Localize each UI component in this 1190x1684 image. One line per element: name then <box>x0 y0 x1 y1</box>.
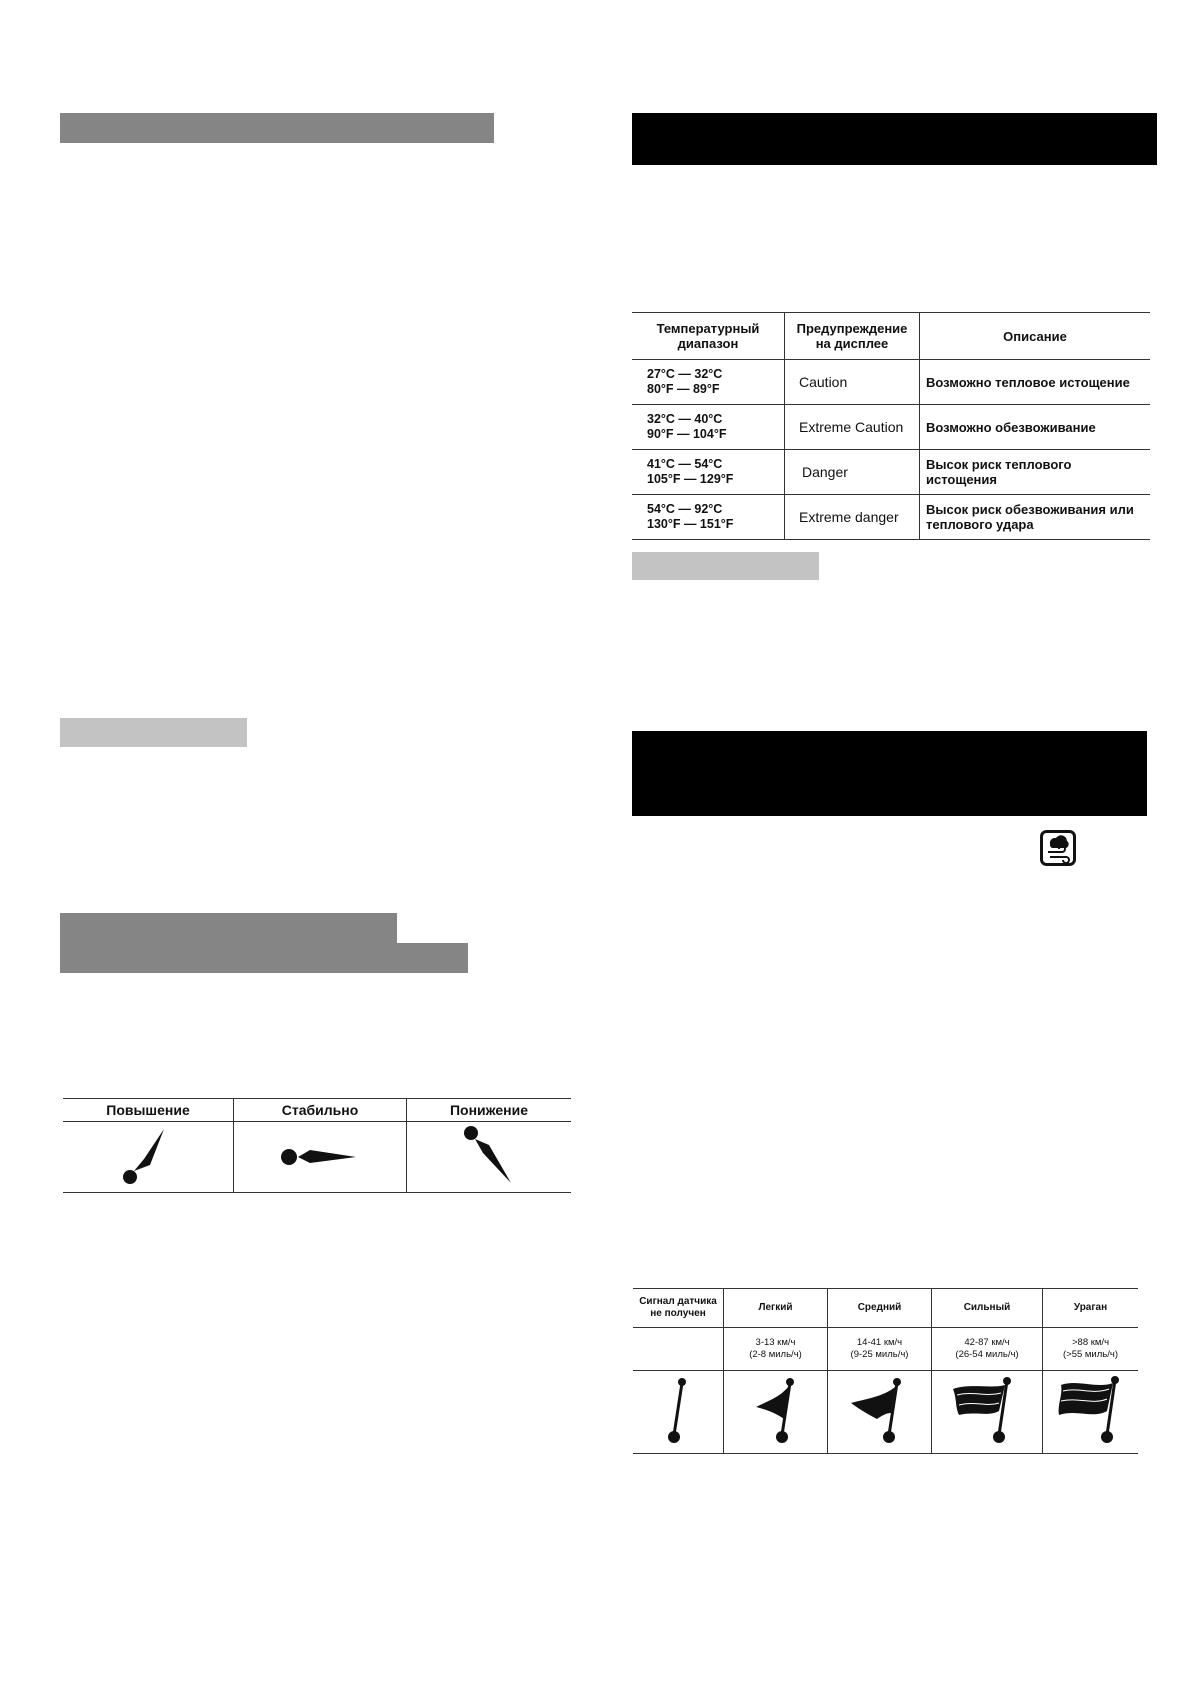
table-row <box>633 1328 1138 1371</box>
section-heading-black-bar <box>632 113 1157 165</box>
range-celsius: 54°C — 92°C <box>647 502 723 516</box>
range-celsius: 27°C — 32°C <box>647 367 723 381</box>
windsock-light-icon <box>746 1375 806 1445</box>
range-fahrenheit: 130°F — 151°F <box>647 517 734 531</box>
windsock-no-signal-icon <box>658 1375 698 1445</box>
table-row <box>632 360 1150 405</box>
windsock-cell <box>724 1371 828 1454</box>
wind-header-no-signal: Сигнал датчика не получен <box>633 1289 724 1328</box>
column-header: Описание <box>920 313 1151 360</box>
range-fahrenheit: 90°F — 104°F <box>647 427 727 441</box>
warning-description: Возможно обезвоживание <box>920 405 1151 450</box>
display-warning: Extreme Caution <box>785 405 920 450</box>
trend-cell <box>63 1122 234 1193</box>
wind-speed-cell <box>1043 1328 1139 1371</box>
speed-kmh: 42-87 км/ч <box>964 1337 1010 1348</box>
table-header-row <box>632 313 1150 360</box>
trend-falling-icon <box>459 1123 519 1187</box>
wind-speed-cell <box>724 1328 828 1371</box>
windsock-cell <box>828 1371 932 1454</box>
range-celsius: 41°C — 54°C <box>647 457 723 471</box>
wind-header-storm: Ураган <box>1043 1289 1139 1328</box>
temperature-range-cell <box>632 360 785 405</box>
windsock-strong-icon <box>947 1375 1027 1445</box>
display-warning: Extreme danger <box>785 495 920 540</box>
windsock-storm-icon <box>1051 1375 1131 1445</box>
subsection-heading-bar-right <box>632 552 819 580</box>
trend-cell <box>234 1122 407 1193</box>
trend-steady-icon <box>280 1135 360 1175</box>
wind-speed-cell <box>828 1328 932 1371</box>
trend-header-rising: Повышение <box>63 1099 234 1122</box>
trend-cell <box>407 1122 572 1193</box>
wind-speed-cell <box>633 1328 724 1371</box>
speed-kmh: 14-41 км/ч <box>856 1337 903 1348</box>
windsock-moderate-icon <box>845 1375 915 1445</box>
section-heading-bar-line1 <box>60 913 397 943</box>
table-row <box>632 405 1150 450</box>
trend-header-steady: Стабильно <box>234 1099 407 1122</box>
speed-mph: (26-54 миль/ч) <box>955 1349 1019 1360</box>
column-header: Температурный диапазон <box>632 313 785 360</box>
range-fahrenheit: 105°F — 129°F <box>647 472 734 486</box>
weather-storm-icon <box>1040 830 1076 866</box>
table-row <box>632 495 1150 540</box>
table-row <box>633 1371 1138 1454</box>
wind-header-moderate: Средний <box>828 1289 932 1328</box>
wind-header-light: Легкий <box>724 1289 828 1328</box>
windsock-cell <box>1043 1371 1139 1454</box>
section-heading-bar <box>60 113 494 143</box>
table-header-row <box>63 1099 571 1122</box>
wind-speed-table <box>633 1288 1138 1454</box>
display-warning: Caution <box>785 360 920 405</box>
warning-description: Высок риск теплового истощения <box>920 450 1151 495</box>
windsock-cell <box>932 1371 1043 1454</box>
trend-header-falling: Понижение <box>407 1099 572 1122</box>
range-fahrenheit: 80°F — 89°F <box>647 382 720 396</box>
heat-index-table <box>632 312 1150 540</box>
speed-kmh: 3-13 км/ч <box>755 1337 796 1348</box>
temperature-range-cell <box>632 450 785 495</box>
speed-kmh: >88 км/ч <box>1071 1337 1110 1348</box>
range-celsius: 32°C — 40°C <box>647 412 723 426</box>
display-warning: Danger <box>785 450 920 495</box>
speed-mph: (9-25 миль/ч) <box>850 1349 909 1360</box>
trend-rising-icon <box>118 1123 178 1187</box>
wind-header-strong: Сильный <box>932 1289 1043 1328</box>
section-heading-black-bar-2 <box>632 731 1147 816</box>
windsock-cell <box>633 1371 724 1454</box>
pressure-trend-table <box>63 1098 571 1193</box>
subsection-heading-bar <box>60 718 247 747</box>
table-row <box>632 450 1150 495</box>
section-heading-bar-line2 <box>60 943 468 973</box>
wind-speed-cell <box>932 1328 1043 1371</box>
table-header-row <box>633 1289 1138 1328</box>
warning-description: Возможно тепловое истощение <box>920 360 1151 405</box>
temperature-range-cell <box>632 495 785 540</box>
table-row <box>63 1122 571 1193</box>
column-header: Предупреждение на дисплее <box>785 313 920 360</box>
speed-mph: (>55 миль/ч) <box>1062 1349 1118 1360</box>
speed-mph: (2-8 миль/ч) <box>749 1349 802 1360</box>
temperature-range-cell <box>632 405 785 450</box>
warning-description: Высок риск обезвоживания или теплового удара <box>920 495 1151 540</box>
